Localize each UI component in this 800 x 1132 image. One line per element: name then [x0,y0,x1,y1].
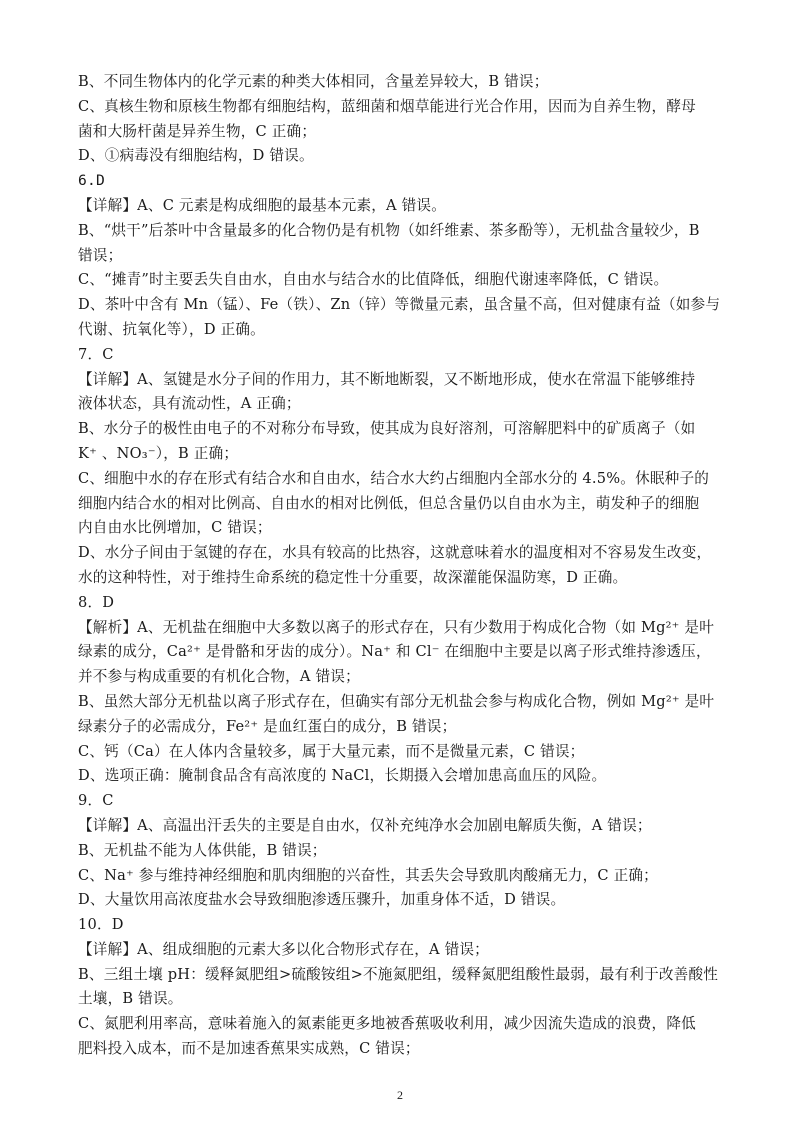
text-line: D、选项正确：腌制食品含有高浓度的 NaCl，长期摄入会增加患高血压的风险。 [78,767,607,785]
text-line: 菌和大肠杆菌是异养生物，C 正确； [78,122,317,140]
text-line: C、“摊青”时主要丢失自由水，自由水与结合水的比值降低，细胞代谢速率降低，C 错误。 [78,271,669,289]
text-line: 【详解】A、组成细胞的元素大多以化合物形式存在，A 错误； [78,940,489,958]
question-number: 10．D [78,916,124,934]
text-line: D、水分子间由于氢键的存在，水具有较高的比热容，这就意味着水的温度相对不容易发生改变， [78,544,712,562]
question-number: 6.D [78,172,105,190]
page-number: 2 [397,1088,403,1102]
text-line: 【详解】A、氢键是水分子间的作用力，其不断地断裂，又不断地形成，使水在常温下能够维持 [78,370,696,388]
question-number: 7．C [78,345,114,363]
text-line: D、①病毒没有细胞结构，D 错误。 [78,147,314,165]
text-line: C、Na⁺ 参与维持神经细胞和肌肉细胞的兴奋性，其丢失会导致肌肉酸痛无力，C 正确； [78,866,658,884]
text-line: 绿素的成分，Ca²⁺ 是骨骼和牙齿的成分）。Na⁺ 和 Cl⁻ 在细胞中主要是以离子形式维持渗透压， [78,643,711,661]
text-line: 代谢、抗氧化等），D 正确。 [78,320,265,338]
question-number: 8．D [78,593,115,611]
text-line: B、不同生物体内的化学元素的种类大体相同，含量差异较大，B 错误； [78,73,549,90]
text-line: B、虽然大部分无机盐以离子形式存在，但确实有部分无机盐会参与构成化合物，例如 Mg²⁺ 是叶 [78,692,715,710]
text-line: 肥料投入成本，而不是加速香蕉果实成熟，C 错误； [78,1040,420,1058]
text-line: 【详解】A、高温出汗丢失的主要是自由水，仅补充纯净水会加剧电解质失衡，A 错误； [78,816,652,834]
text-line: D、大量饮用高浓度盐水会导致细胞渗透压骤升，加重身体不适，D 错误。 [78,891,566,909]
text-line: 【详解】A、C 元素是构成细胞的最基本元素，A 错误。 [78,196,446,214]
text-line: 绿素分子的必需成分，Fe²⁺ 是血红蛋白的成分，B 错误； [78,717,457,735]
text-line: B、无机盐不能为人体供能，B 错误； [78,841,327,859]
question-number: 9．C [78,792,114,810]
text-line: C、氮肥利用率高，意味着施入的氮素能更多地被香蕉吸收利用，减少因流失造成的浪费，降低 [78,1015,696,1033]
text-line: 【解析】A、无机盐在细胞中大多数以离子的形式存在，只有少数用于构成化合物（如 Mg²⁺ 是叶 [78,618,715,636]
text-line: 液体状态，具有流动性，A 正确； [78,395,301,413]
text-line: 错误； [78,246,123,264]
text-line: B、水分子的极性由电子的不对称分布导致，使其成为良好溶剂，可溶解肥料中的矿质离子（如 [78,420,696,438]
text-line: C、细胞中水的存在形式有结合水和自由水，结合水大约占细胞内全部水分的 4.5%。休眠种子的 [78,469,710,487]
text-line: 并不参与构成重要的有机化合物，A 错误； [78,668,360,686]
text-line: 土壤，B 错误。 [78,990,183,1008]
document-body [78,70,728,1062]
text-line: D、茶叶中含有 Mn（锰）、Fe（铁）、Zn（锌）等微量元素，虽含量不高，但对健康有益（如参与 [78,296,721,314]
text-line: B、“烘干”后茶叶中含量最多的化合物仍是有机物（如纤维素、茶多酚等），无机盐含量较少，B [78,221,700,239]
text-line: B、三组土壤 pH：缓释氮肥组>硫酸铵组>不施氮肥组，缓释氮肥组酸性最弱，最有利于改善酸性 [78,965,719,983]
text-line: C、钙（Ca）在人体内含量较多，属于大量元素，而不是微量元素，C 错误； [78,742,585,760]
text-line: 内自由水比例增加，C 错误； [78,519,272,537]
text-line: 细胞内结合水的相对比例高、自由水的相对比例低，但总含量仍以自由水为主，萌发种子的细胞 [78,494,700,512]
text-line: K⁺ 、NO₃⁻），B 正确； [78,444,239,462]
text-line: 水的这种特性，对于维持生命系统的稳定性十分重要，故深灌能保温防寒，D 正确。 [78,568,628,586]
text-line: C、真核生物和原核生物都有细胞结构，蓝细菌和烟草能进行光合作用，因而为自养生物，酵母 [78,97,696,115]
